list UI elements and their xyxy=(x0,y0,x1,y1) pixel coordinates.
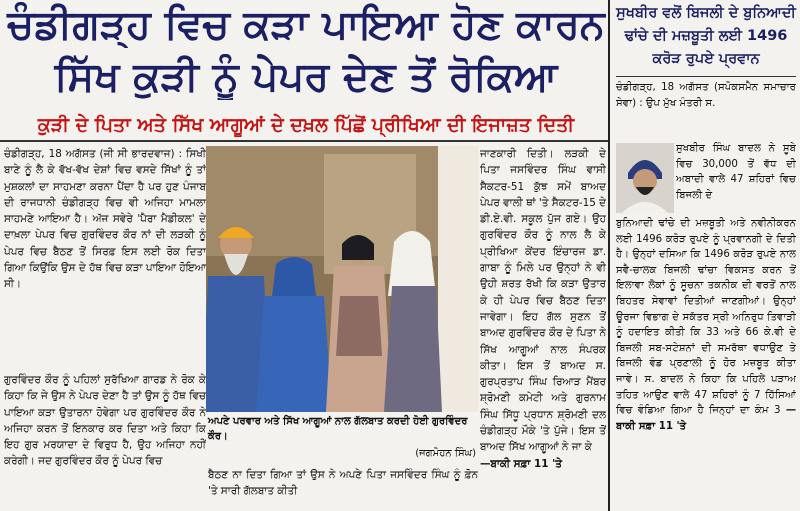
story-paragraph: ਚੰਡੀਗੜ੍ਹ, 18 ਅਗੱਸਤ (ਜੀ ਸੀ ਭਾਰਦਵਾਜ) : ਸਿਖੀ ਬਾਣੇ ਨੂੰ ਲੈ ਕੇ ਵੱਖ-ਵੱਖ ਦੇਸ਼ਾਂ ਵਿਚ ਵਸਦੇ ਸਿੱਖਾਂ ਨੂੰ ਤਾਂ ਮੁਸ਼ਕਲਾਂ ਦਾ ਸਾਹਮਣਾ ਕਰਨਾ ਪੈਂਦਾ ਹੈ ਪਰ ਹੁਣ ਪੰਜਾਬ ਦੀ ਰਾਜਧਾਨੀ ਚੰਡੀਗੜ੍ਹ ਵਿਚ ਵੀ ਅਜਿਹਾ ਮਾਮਲਾ ਸਾਹਮਣੇ ਆਇਆ ਹੈ। ਅੱਜ ਸਵੇਰੇ 'ਪੈਰਾ ਮੈਡੀਕਲ' ਦੇ ਦਾਖ਼ਲਾ ਪੇਪਰ ਵਿਚ ਗੁਰਵਿੰਦਰ ਕੌਰ ਨਾਂ ਦੀ ਲੜਕੀ ਨੂੰ ਪੇਪਰ ਵਿਚ ਬੈਠਣ ਤੋਂ ਸਿਰਫ਼ ਇਸ ਲਈ ਰੋਕ ਦਿਤਾ ਗਿਆ ਕਿਉਂਕਿ ਉਸ ਦੇ ਹੱਥ ਵਿਚ ਕੜਾ ਪਾਇਆ ਹੋਇਆ ਸੀ। xyxy=(4,148,206,291)
story-column-3 xyxy=(480,146,606,511)
headline-line-2: ਸਿੱਖ ਕੁੜੀ ਨੂੰ ਪੇਪਰ ਦੇਣ ਤੋਂ ਰੋਕਿਆ xyxy=(54,54,558,100)
sidebar-headline: ਸੁਖਬੀਰ ਵਲੋਂ ਬਿਜਲੀ ਦੇ ਬੁਨਿਆਦੀ ਢਾਂਚੇ ਦੀ ਮਜ਼ਬੂਤੀ ਲਈ 1496 ਕਰੋੜ ਰੁਪਏ ਪ੍ਰਵਾਨ xyxy=(616,5,796,67)
story-column-2-bottom xyxy=(208,467,478,511)
column-divider xyxy=(608,0,610,511)
story-paragraph: ਬੈਠਣ ਨਾ ਦਿਤਾ ਗਿਆ ਤਾਂ ਉਸ ਨੇ ਅਪਣੇ ਪਿਤਾ ਜਸਵਿੰਦਰ ਸਿੰਘ ਨੂੰ ਫ਼ੋਨ 'ਤੇ ਸਾਰੀ ਗੱਲਬਾਤ ਕੀਤੀ xyxy=(208,469,478,498)
story-column-1-bottom xyxy=(4,372,206,511)
subheadline: ਕੁੜੀ ਦੇ ਪਿਤਾ ਅਤੇ ਸਿੱਖ ਆਗੂਆਂ ਦੇ ਦਖ਼ਲ ਪਿੱਛੋਂ ਪ੍ਰੀਖਿਆ ਦੀ ਇਜਾਜ਼ਤ ਦਿਤੀ xyxy=(37,114,575,136)
story-paragraph: ਜਾਣਕਾਰੀ ਦਿਤੀ। ਲੜਕੀ ਦੇ ਪਿਤਾ ਜਸਵਿੰਦਰ ਸਿੰਘ ਵਾਸੀ ਸੈਕਟਰ-51 ਕੁੱਝ ਸਮੇਂ ਬਾਅਦ ਪੇਪਰ ਵਾਲੀ ਥਾਂ 'ਤੇ ਸੈਕਟਰ-15 ਦੇ ਡੀ.ਏ.ਵੀ. ਸਕੂਲ ਪੁੱਜ ਗਏ। ਉਹ ਗੁਰਵਿੰਦਰ ਕੌਰ ਨੂੰ ਨਾਲ ਲੈ ਕੇ ਪ੍ਰੀਖਿਆ ਕੇਂਦਰ ਇੰਚਾਰਜ ਡਾ. ਗਾਬਾ ਨੂੰ ਮਿਲੇ ਪਰ ਉਨ੍ਹਾਂ ਨੇ ਵੀ ਉਹੀ ਸ਼ਰਤ ਰੱਖੀ ਕਿ ਕੜਾ ਉਤਾਰ ਕੇ ਹੀ ਪੇਪਰ ਵਿਚ ਬੈਠਣ ਦਿਤਾ ਜਾਵੇਗਾ। ਇਹ ਗੱਲ ਸੁਣਨ ਤੋਂ ਬਾਅਦ ਗੁਰਵਿੰਦਰ ਕੌਰ ਦੇ ਪਿਤਾ ਨੇ ਸਿੱਖ ਆਗੂਆਂ ਨਾਲ ਸੰਪਰਕ ਕੀਤਾ। ਇਸ ਤੋਂ ਬਾਅਦ ਸ. ਗੁਰਪ੍ਰਤਾਪ ਸਿੰਘ ਰਿਆੜ ਮੈਂਬਰ ਸ਼੍ਰੋਮਣੀ ਕਮੇਟੀ ਅਤੇ ਗੁਰਨਾਮ ਸਿੰਘ ਸਿੱਧੂ ਪ੍ਰਧਾਨ ਸ਼੍ਰੋਮਣੀ ਦਲ ਚੰਡੀਗੜ੍ਹ ਮੌਕੇ 'ਤੇ ਪੁੱਜੇ। ਇਸ ਤੋਂ ਬਾਅਦ ਸਿੱਖ ਆਗੂਆਂ ਨੇ ਜਾ ਕੇ xyxy=(480,148,606,454)
sidebar-body xyxy=(616,216,796,511)
sidebar-jump-line: —ਬਾਕੀ ਸਫ਼ਾ 11 'ਤੇ xyxy=(616,405,796,432)
sidebar-lead-text: ਸੁਖਬੀਰ ਸਿੰਘ ਬਾਦਲ ਨੇ ਸੂਬੇ ਵਿਚ 30,000 ਤੋਂ ਵੱਧ ਦੀ ਅਬਾਦੀ ਵਾਲੇ 47 ਸ਼ਹਿਰਾਂ ਵਿਚ ਬਿਜਲੀ ਦੇ xyxy=(676,143,796,201)
portrait-photo xyxy=(616,143,674,213)
sidebar-story xyxy=(612,0,800,511)
sidebar-dateline: ਚੰਡੀਗੜ੍ਹ, 18 ਅਗੱਸਤ (ਸਪੋਕਸਮੈਨ ਸਮਾਚਾਰ ਸੇਵਾ) : ਉਪ ਮੁੱਖ ਮੰਤਰੀ ਸ. xyxy=(616,82,796,109)
photo-credit: (ਜਗਮੋਹਨ ਸਿੰਘ) xyxy=(415,448,476,459)
headline-line-1: ਚੰਡੀਗੜ੍ਹ ਵਿਚ ਕੜਾ ਪਾਇਆ ਹੋਣ ਕਾਰਨ xyxy=(7,2,605,48)
politician-portrait xyxy=(616,143,674,213)
headline-rule xyxy=(0,140,608,142)
sidebar-rule xyxy=(616,76,796,77)
sidebar-paragraph: ਬੁਨਿਆਦੀ ਢਾਂਚੇ ਦੀ ਮਜ਼ਬੂਤੀ ਅਤੇ ਨਵੀਨੀਕਰਨ ਲਈ 1496 ਕਰੋੜ ਰੁਪਏ ਨੂੰ ਪ੍ਰਵਾਨਗੀ ਦੇ ਦਿਤੀ ਹੈ। ਉਨ੍ਹਾਂ ਦਸਿਆ ਕਿ 1496 ਕਰੋੜ ਰੁਪਏ ਨਾਲ ਸਵੈ-ਚਾਲਕ ਬਿਜਲੀ ਢਾਂਚਾ ਵਿਕਸਤ ਕਰਨ ਤੋਂ ਇਲਾਵਾ ਲੋਕਾਂ ਨੂੰ ਸੂਚਨਾ ਤਕਨੀਕ ਦੀ ਵਰਤੋਂ ਨਾਲ ਬਿਹਤਰ ਸੇਵਾਵਾਂ ਦਿਤੀਆਂ ਜਾਣਗੀਆਂ। ਉਨ੍ਹਾਂ ਊਰਜਾ ਵਿਭਾਗ ਦੇ ਸਕੱਤਰ ਸ੍ਰੀ ਅਨਿਰੁਧ ਤਿਵਾੜੀ ਨੂੰ ਹਦਾਇਤ ਕੀਤੀ ਕਿ 33 ਅਤੇ 66 ਕੇ.ਵੀ ਦੇ ਬਿਜਲੀ ਸਬ-ਸਟੇਸ਼ਨਾਂ ਦੀ ਸਮਰੱਥਾ ਵਧਾਉਣ ਤੇ ਬਿਜਲੀ ਵੰਡ ਪ੍ਰਣਾਲੀ ਨੂੰ ਹੋਰ ਮਜ਼ਬੂਤ ਕੀਤਾ ਜਾਵੇ। ਸ. ਬਾਦਲ ਨੇ ਕਿਹਾ ਕਿ ਪਹਿਲੇ ਪੜਾਅ ਤਹਿਤ ਆਉਣ ਵਾਲੇ 47 ਸ਼ਹਿਰਾਂ ਨੂੰ 7 ਹਿੱਸਿਆਂ ਵਿਚ ਵੰਡਿਆ ਗਿਆ ਹੈ ਜਿਨ੍ਹਾਂ ਦਾ ਕੰਮ 3 xyxy=(616,218,796,417)
news-photo xyxy=(206,146,478,412)
story-jump-line: —ਬਾਕੀ ਸਫ਼ਾ 11 'ਤੇ xyxy=(480,457,562,470)
family-group-photo xyxy=(206,146,478,412)
story-column-1-top xyxy=(4,146,206,371)
story-paragraph: ਗੁਰਵਿੰਦਰ ਕੌਰ ਨੂੰ ਪਹਿਲਾਂ ਸੁਰੱਖਿਆ ਗਾਰਡ ਨੇ ਰੋਕ ਕੇ ਕਿਹਾ ਕਿ ਜੇ ਉਸ ਨੇ ਪੇਪਰ ਦੇਣਾ ਹੈ ਤਾਂ ਉਸ ਨੂੰ ਹੱਥ ਵਿਚ ਪਾਇਆ ਕੜਾ ਉਤਾਰਨਾ ਹੋਵੇਗਾ ਪਰ ਗੁਰਵਿੰਦਰ ਕੌਰ ਨੇ ਅਜਿਹਾ ਕਰਨ ਤੋਂ ਇਨਕਾਰ ਕਰ ਦਿਤਾ ਅਤੇ ਕਿਹਾ ਕਿ ਇਹ ਗੁਰ ਮਰਯਾਦਾ ਦੇ ਵਿਰੁਧ ਹੈ, ਉਹ ਅਜਿਹਾ ਨਹੀਂ ਕਰੇਗੀ। ਜਦ ਗੁਰਵਿੰਦਰ ਕੌਰ ਨੂੰ ਪੇਪਰ ਵਿਚ xyxy=(4,374,206,468)
photo-caption: ਅਪਣੇ ਪਰਵਾਰ ਅਤੇ ਸਿੱਖ ਆਗੂਆਂ ਨਾਲ ਗੱਲਬਾਤ ਕਰਦੀ ਹੋਈ ਗੁਰਵਿੰਦਰ ਕੌਰ। xyxy=(208,416,468,442)
